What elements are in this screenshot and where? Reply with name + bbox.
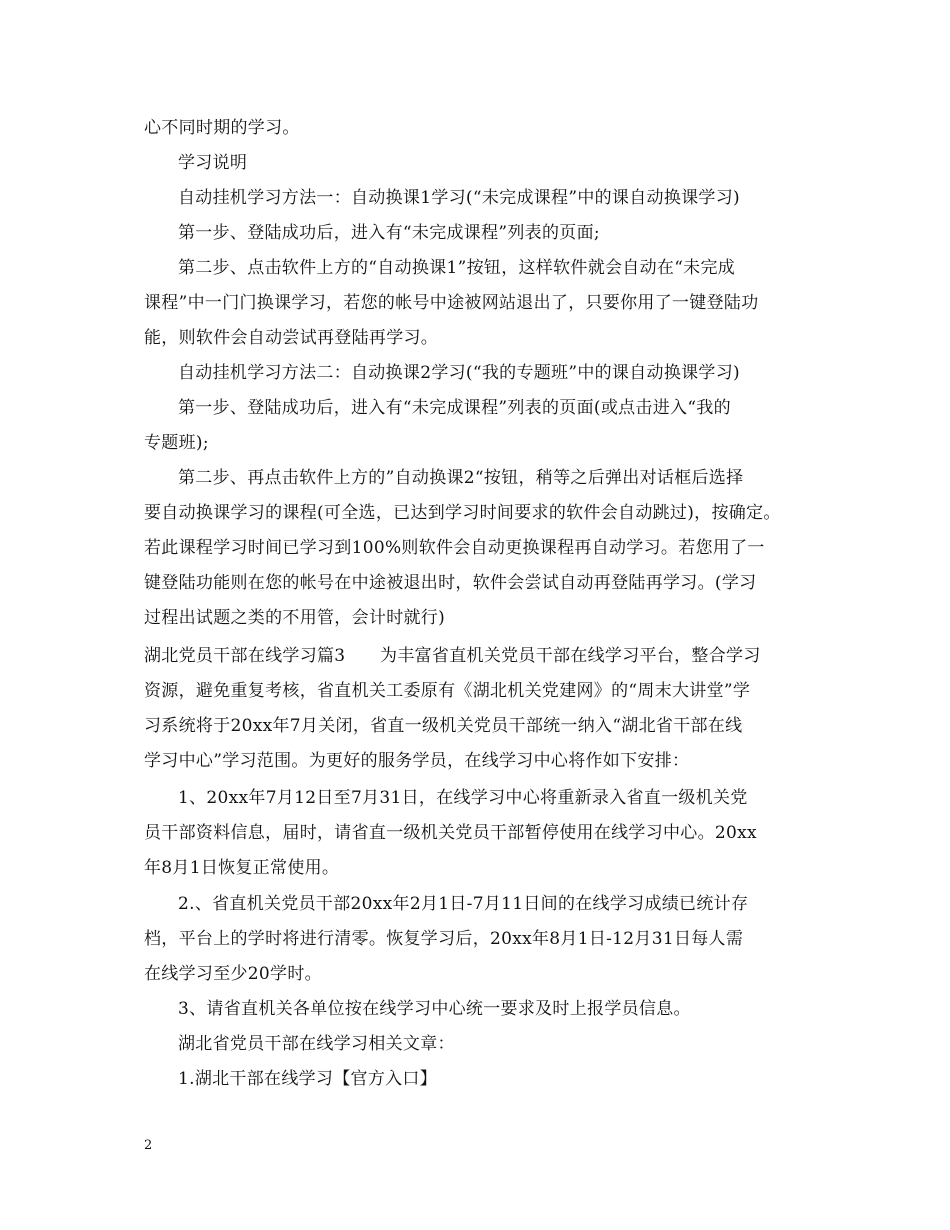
text-line: 3、请省直机关各单位按在线学习中心统一要求及时上报学员信息。 [178, 999, 691, 1019]
text-line: 能，则软件会自动尝试再登陆再学习。 [144, 328, 439, 348]
text-line: 年8月1日恢复正常使用。 [144, 858, 340, 878]
text-line: 第一步、登陆成功后，进入有“未完成课程”列表的页面(或点击进入“我的 [178, 398, 731, 418]
text-line: 要自动换课学习的课程(可全选，已达到学习时间要求的软件会自动跳过)，按确定。 [144, 503, 781, 523]
text-line: 习系统将于20xx年7月关闭，省直一级机关党员干部统一纳入“湖北省干部在线 [144, 716, 743, 736]
text-line: 湖北党员干部在线学习篇3 为丰富省直机关党员干部在线学习平台，整合学习 [144, 646, 761, 666]
text-line: 键登陆功能则在您的帐号在中途被退出时，软件会尝试自动再登陆再学习。(学习 [144, 573, 757, 593]
text-line: 学习中心”学习范围。为更好的服务学员，在线学习中心将作如下安排： [144, 751, 690, 771]
text-line: 第一步、登陆成功后，进入有“未完成课程”列表的页面; [178, 223, 600, 243]
text-line: 1、20xx年7月12日至7月31日，在线学习中心将重新录入省直一级机关党 [178, 788, 748, 808]
text-line: 自动挂机学习方法一：自动换课1学习(“未完成课程”中的课自动换课学习) [178, 188, 740, 208]
text-line: 1.湖北干部在线学习【官方入口】 [178, 1069, 438, 1089]
text-line: 过程出试题之类的不用管，会计时就行) [144, 608, 446, 628]
text-line: 心不同时期的学习。 [144, 118, 300, 138]
text-line: 员干部资料信息，届时，请省直一级机关党员干部暂停使用在线学习中心。20xx [144, 823, 757, 843]
text-line: 自动挂机学习方法二：自动换课2学习(“我的专题班”中的课自动换课学习) [178, 363, 740, 383]
text-line: 第二步、再点击软件上方的”自动换课2“按钮，稍等之后弹出对话框后选择 [178, 468, 744, 488]
text-line: 第二步、点击软件上方的“自动换课1”按钮，这样软件就会自动在“未完成 [178, 258, 736, 278]
text-line: 若此课程学习时间已学习到100%则软件会自动更换课程再自动学习。若您用了一 [144, 538, 765, 558]
text-line: 在线学习至少20学时。 [144, 964, 322, 984]
text-line: 课程”中一门门换课学习，若您的帐号中途被网站退出了，只要你用了一键登陆功 [144, 293, 759, 313]
page-number: 2 [144, 1138, 153, 1153]
text-line: 档，平台上的学时将进行清零。恢复学习后，20xx年8月1日-12月31日每人需 [144, 929, 744, 949]
text-line: 湖北省党员干部在线学习相关文章： [178, 1034, 455, 1054]
text-line: 专题班); [144, 433, 209, 453]
text-line: 资源，避免重复考核，省直机关工委原有《湖北机关党建网》的“周末大讲堂”学 [144, 681, 751, 701]
section-heading: 学习说明 [178, 153, 248, 173]
text-line: 2.、省直机关党员干部20xx年2月1日-7月11日间的在线学习成绩已统计存 [178, 894, 749, 914]
